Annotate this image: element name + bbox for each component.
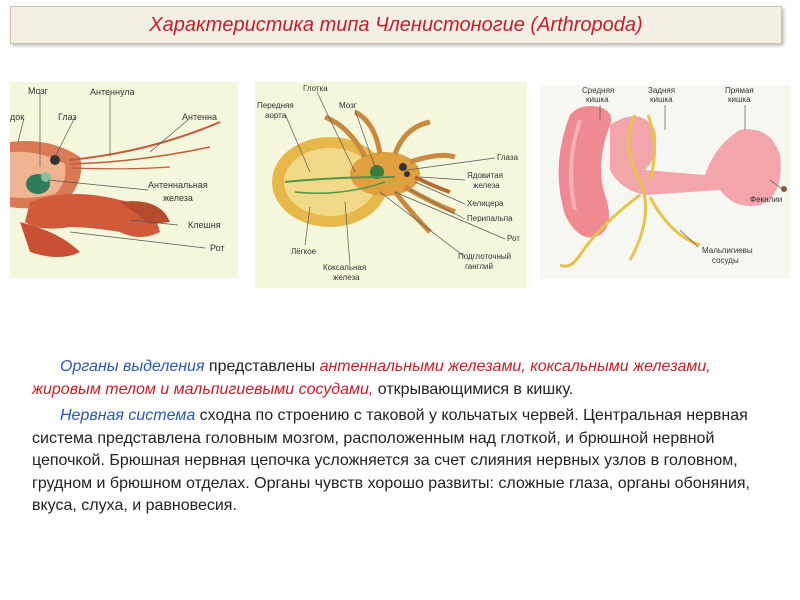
label-pharynx: Глотка [303, 84, 328, 93]
label-feces: Фекалии [750, 195, 783, 204]
text-fragment: сходна по строению с таковой у кольчатых червей. Центральная нервная система представлена головным мозгом, расположенным над глоткой, и брюшной нервной цепочкой. Брюшная нервная цепочка усложняется за счет слияния нервных узлов в головном, грудном и брюшном отделах. Органы чувств хорошо развиты: сложные глаза, органы обоняния, вкуса, слуха, и равновесия. [32, 407, 750, 514]
paragraph-nervous [32, 405, 777, 518]
label-gland-line2: железа [163, 193, 193, 203]
label-pedipalp: Перипальпа [467, 214, 513, 223]
label-midgut-line1: Средняя [582, 86, 615, 95]
label-venom-line1: Ядовитая [467, 171, 503, 180]
label-hindgut-line2: кишка [650, 95, 673, 104]
label-dok: док [10, 112, 25, 122]
label-brain-2: Мозг [339, 101, 357, 110]
label-rectum-line2: кишка [728, 95, 751, 104]
term-excretory-list: антеннальными железами, коксальными железами, жировым телом и мальпигиевыми сосудами, [32, 358, 711, 398]
label-chelicera: Хелицера [467, 199, 504, 208]
slide-title-box [10, 6, 782, 44]
label-eyes: Глаза [497, 153, 519, 162]
label-ganglion-line2: ганглий [465, 262, 493, 271]
text-fragment: представлены [204, 358, 320, 375]
crayfish-figure [10, 82, 238, 278]
label-ganglion-line1: Подглоточный [458, 252, 512, 261]
label-mouth: Рот [210, 243, 225, 253]
term-excretory-organs: Органы выделения [60, 358, 205, 375]
label-malpighian-line2: сосуды [712, 256, 739, 265]
label-hindgut-line1: Задняя [648, 86, 676, 95]
label-brain: Мозг [28, 86, 48, 96]
label-eye: Глаз [58, 112, 77, 122]
paragraph-excretory [32, 356, 777, 401]
label-lung: Лёгкое [291, 247, 317, 256]
label-malpighian-line1: Мальпигиевы [702, 246, 753, 255]
label-antenna: Антенна [182, 112, 217, 122]
label-antennula: Антеннула [90, 87, 135, 97]
text-fragment: открывающимися в кишку. [373, 380, 574, 398]
label-aorta-line2: аорта [265, 111, 287, 120]
label-aorta-line1: Передняя [257, 101, 294, 110]
label-gland-line1: Антеннальная [148, 180, 208, 190]
label-mouth-2: Рот [507, 234, 520, 243]
label-venom-line2: железа [473, 181, 500, 190]
term-nervous-system: Нервная система [60, 407, 196, 424]
insect-gut-figure [540, 85, 790, 279]
label-claw: Клешня [188, 220, 221, 230]
label-coxal-line1: Коксальная [323, 263, 367, 272]
body-text [32, 356, 777, 522]
slide-title: Характеристика типа Членистоногие (Arthropoda) [149, 13, 643, 36]
label-midgut-line2: кишка [586, 95, 609, 104]
arachnid-figure [255, 82, 527, 288]
label-coxal-line2: железа [333, 273, 360, 282]
label-rectum-line1: Прямая [725, 86, 754, 95]
